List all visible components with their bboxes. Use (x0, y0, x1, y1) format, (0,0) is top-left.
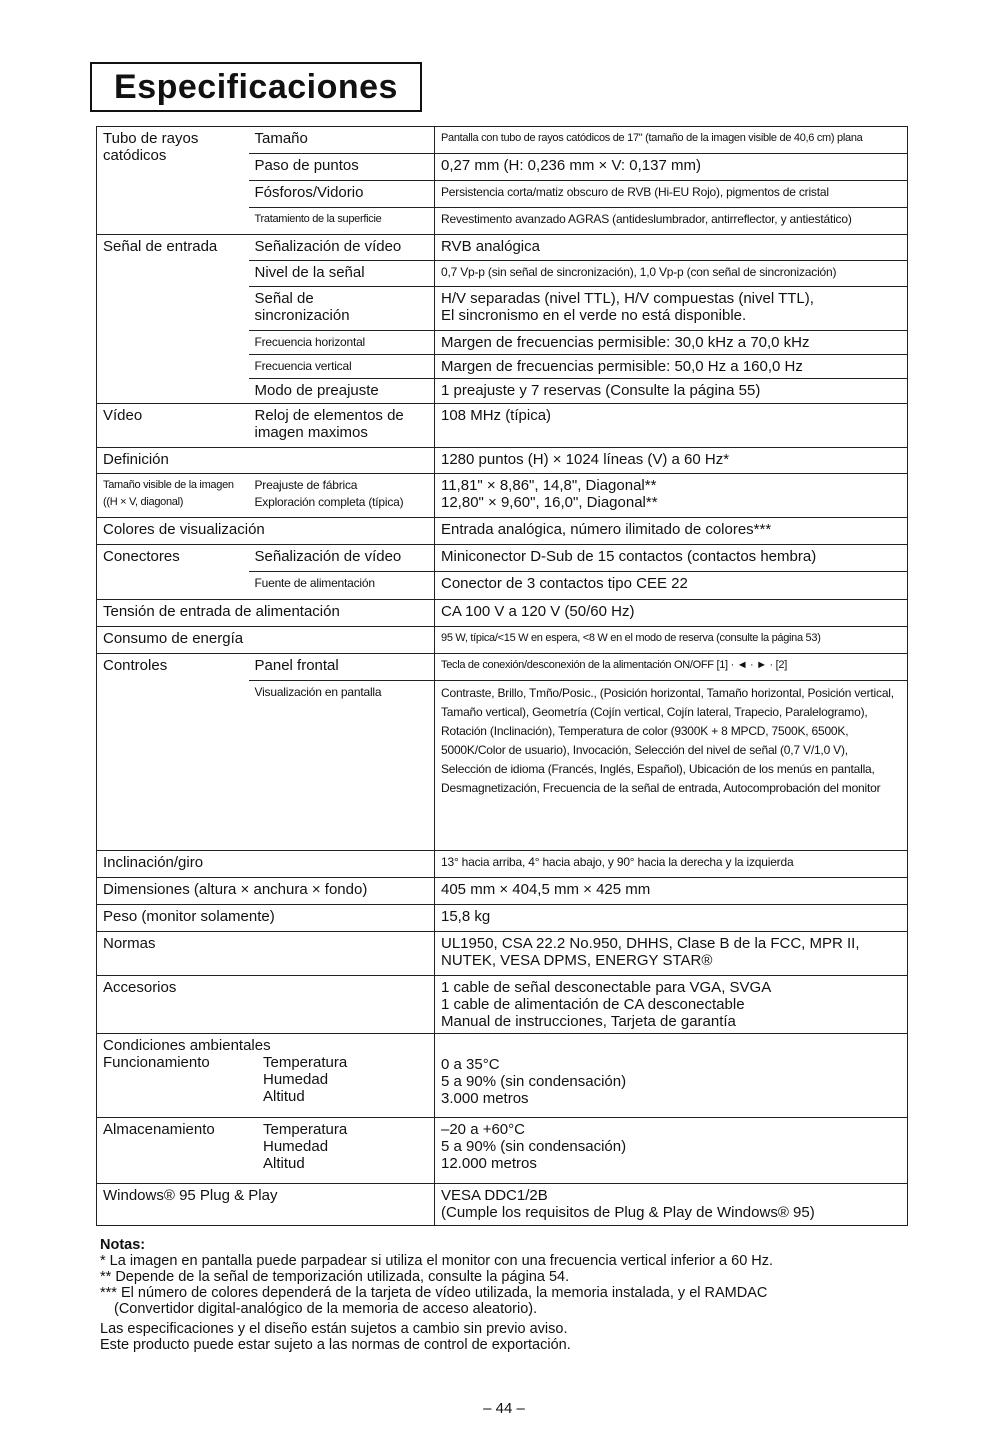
video-clock-label: Reloj de elementos de imagen maximos (249, 404, 435, 448)
table-row (97, 932, 908, 976)
controls-label: Controles (97, 654, 249, 851)
dimensions-value: 405 mm × 404,5 mm × 425 mm (435, 878, 908, 905)
controls-osd-label: Visualización en pantalla (249, 681, 435, 851)
table-row (97, 905, 908, 932)
disclaimer-2: Este producto puede estar sujeto a las normas de control de exportación. (100, 1337, 571, 1353)
environment-storage-values: –20 a +60°C 5 a 90% (sin condensación) 12.000 metros (435, 1118, 908, 1184)
accessories-label: Accesorios (97, 976, 435, 1034)
connectors-video-value: Miniconector D-Sub de 15 contactos (contactos hembra) (435, 545, 908, 572)
tilt-value: 13° hacia arriba, 4° hacia abajo, y 90° hacia la derecha y la izquierda (435, 851, 908, 878)
environment-storage-items: Temperatura Humedad Altitud (263, 1121, 348, 1172)
table-row (97, 474, 908, 518)
crt-surface-value: Revestimento avanzado AGRAS (antideslumbrador, antirreflector, y antiestático) (435, 208, 908, 235)
table-row (97, 235, 908, 261)
input-sync-value: H/V separadas (nivel TTL), H/V compuestas (nivel TTL), El sincronismo en el verde no está disponible. (435, 287, 908, 331)
environment-operating-items: Temperatura Humedad Altitud (263, 1054, 348, 1105)
input-preset-label: Modo de preajuste (249, 379, 435, 404)
table-row (97, 600, 908, 627)
notes-title: Notas: (100, 1237, 146, 1253)
input-sync-label: Señal de sincronización (249, 287, 435, 331)
standards-value: UL1950, CSA 22.2 No.950, DHHS, Clase B de la FCC, MPR II, NUTEK, VESA DPMS, ENERGY STAR® (435, 932, 908, 976)
video-clock-value: 108 MHz (típica) (435, 404, 908, 448)
input-hfreq-value: Margen de frecuencias permisible: 30,0 kHz a 70,0 kHz (435, 331, 908, 355)
weight-label: Peso (monitor solamente) (97, 905, 435, 932)
environment-operating-label: Funcionamiento (103, 1054, 210, 1071)
input-video-value: RVB analógica (435, 235, 908, 261)
crt-label: Tubo de rayos catódicos (97, 127, 249, 235)
spec-table (96, 126, 908, 1226)
crt-pitch-label: Paso de puntos (249, 154, 435, 181)
video-label: Vídeo (97, 404, 249, 448)
crt-size-value: Pantalla con tubo de rayos catódicos de 17" (tamaño de la imagen visible de 40,6 cm) plana (435, 127, 908, 154)
colors-label: Colores de visualización (97, 518, 435, 545)
resolution-value: 1280 puntos (H) × 1024 líneas (V) a 60 Hz* (435, 448, 908, 474)
connectors-label: Conectores (97, 545, 249, 600)
table-row (97, 127, 908, 154)
crt-phosphor-value: Persistencia corta/matiz obscuro de RVB (Hi-EU Rojo), pigmentos de cristal (435, 181, 908, 208)
power-label: Consumo de energía (97, 627, 435, 654)
input-vfreq-value: Margen de frecuencias permisible: 50,0 Hz a 160,0 Hz (435, 355, 908, 379)
connectors-power-value: Conector de 3 contactos tipo CEE 22 (435, 572, 908, 600)
voltage-value: CA 100 V a 120 V (50/60 Hz) (435, 600, 908, 627)
table-row (97, 654, 908, 681)
notes-section (100, 1237, 900, 1353)
table-row (97, 448, 908, 474)
table-row (97, 404, 908, 448)
power-value: 95 W, típica/<15 W en espera, <8 W en el modo de reserva (consulte la página 53) (435, 627, 908, 654)
standards-label: Normas (97, 932, 435, 976)
crt-phosphor-label: Fósforos/Vidorio (249, 181, 435, 208)
input-level-value: 0,7 Vp-p (sin señal de sincronización), 1,0 Vp-p (con señal de sincronización) (435, 261, 908, 287)
page-number: – 44 – (483, 1400, 525, 1417)
resolution-label: Definición (97, 448, 249, 474)
input-preset-value: 1 preajuste y 7 reservas (Consulte la página 55) (435, 379, 908, 404)
dimensions-label: Dimensiones (altura × anchura × fondo) (97, 878, 435, 905)
visible-size-sublabel: Preajuste de fábrica Exploración completa (típica) (249, 474, 435, 518)
environment-operating-values: 0 a 35°C 5 a 90% (sin condensación) 3.000 metros (435, 1034, 908, 1118)
crt-size-label: Tamaño (249, 127, 435, 154)
environment-storage-label: Almacenamiento (103, 1121, 215, 1138)
input-hfreq-label: Frecuencia horizontal (249, 331, 435, 355)
table-row (97, 518, 908, 545)
table-row (97, 1118, 908, 1184)
input-label: Señal de entrada (97, 235, 249, 404)
note-1: * La imagen en pantalla puede parpadear si utiliza el monitor con una frecuencia vertical inferior a 60 Hz. (100, 1253, 774, 1269)
input-video-label: Señalización de vídeo (249, 235, 435, 261)
table-row (97, 851, 908, 878)
accessories-value: 1 cable de señal desconectable para VGA, SVGA 1 cable de alimentación de CA desconectable Manual de instrucciones, Tarjeta de garantía (435, 976, 908, 1034)
note-2: ** Depende de la señal de temporización utilizada, consulte la página 54. (100, 1269, 570, 1285)
table-row (97, 627, 908, 654)
table-row (97, 976, 908, 1034)
table-row (97, 878, 908, 905)
controls-front-label: Panel frontal (249, 654, 435, 681)
plugplay-label: Windows® 95 Plug & Play (97, 1184, 435, 1226)
visible-size-label: Tamaño visible de la imagen ((H × V, diagonal) (97, 474, 249, 518)
visible-size-value: 11,81" × 8,86", 14,8", Diagonal** 12,80" × 9,60", 16,0", Diagonal** (435, 474, 908, 518)
controls-front-value: Tecla de conexión/desconexión de la alimentación ON/OFF (441, 659, 714, 671)
disclaimer-1: Las especificaciones y el diseño están sujetos a cambio sin previo aviso. (100, 1321, 568, 1337)
environment-label: Condiciones ambientales (103, 1037, 271, 1054)
crt-pitch-value: 0,27 mm (H: 0,236 mm × V: 0,137 mm) (435, 154, 908, 181)
note-3: *** El número de colores dependerá de la tarjeta de vídeo utilizada, la memoria instalada, y el RAMDAC (Convertidor digital-analógico de la memoria de acceso aleatorio). (100, 1285, 768, 1317)
input-vfreq-label: Frecuencia vertical (249, 355, 435, 379)
voltage-label: Tensión de entrada de alimentación (97, 600, 435, 627)
controls-osd-value: Contraste, Brillo, Tmño/Posic., (Posición horizontal, Tamaño horizontal, Posición vertical, Tamaño vertical), Geometría (Cojín vertical, Cojín lateral, Trapecio, Paralelogramo), Rotación (Inclinación), Temperatura de color (9300K + 8 MPCD, 7500K, 6500K, 5000K/Color de usuario), Invocación, Selección del nivel de señal (0,7 V/1,0 V), Selección de idioma (Francés, Inglés, Español), Ubicación de los menús en pantalla, Desmagnetización, Frecuencia de la señal de entrada, Autocomprobación del monitor (435, 681, 908, 851)
connectors-video-label: Señalización de vídeo (249, 545, 435, 572)
plugplay-value: VESA DDC1/2B (Cumple los requisitos de Plug & Play de Windows® 95) (435, 1184, 908, 1226)
crt-surface-label: Tratamiento de la superficie (249, 208, 435, 235)
page-title: Especificaciones (90, 62, 422, 112)
controls-front-icons: [1] · ◄ · ► · [2] (716, 659, 787, 671)
connectors-power-label: Fuente de alimentación (249, 572, 435, 600)
colors-value: Entrada analógica, número ilimitado de colores*** (435, 518, 908, 545)
table-row (97, 1034, 908, 1118)
tilt-label: Inclinación/giro (97, 851, 435, 878)
table-row (97, 1184, 908, 1226)
table-row (97, 545, 908, 572)
weight-value: 15,8 kg (435, 905, 908, 932)
input-level-label: Nivel de la señal (249, 261, 435, 287)
